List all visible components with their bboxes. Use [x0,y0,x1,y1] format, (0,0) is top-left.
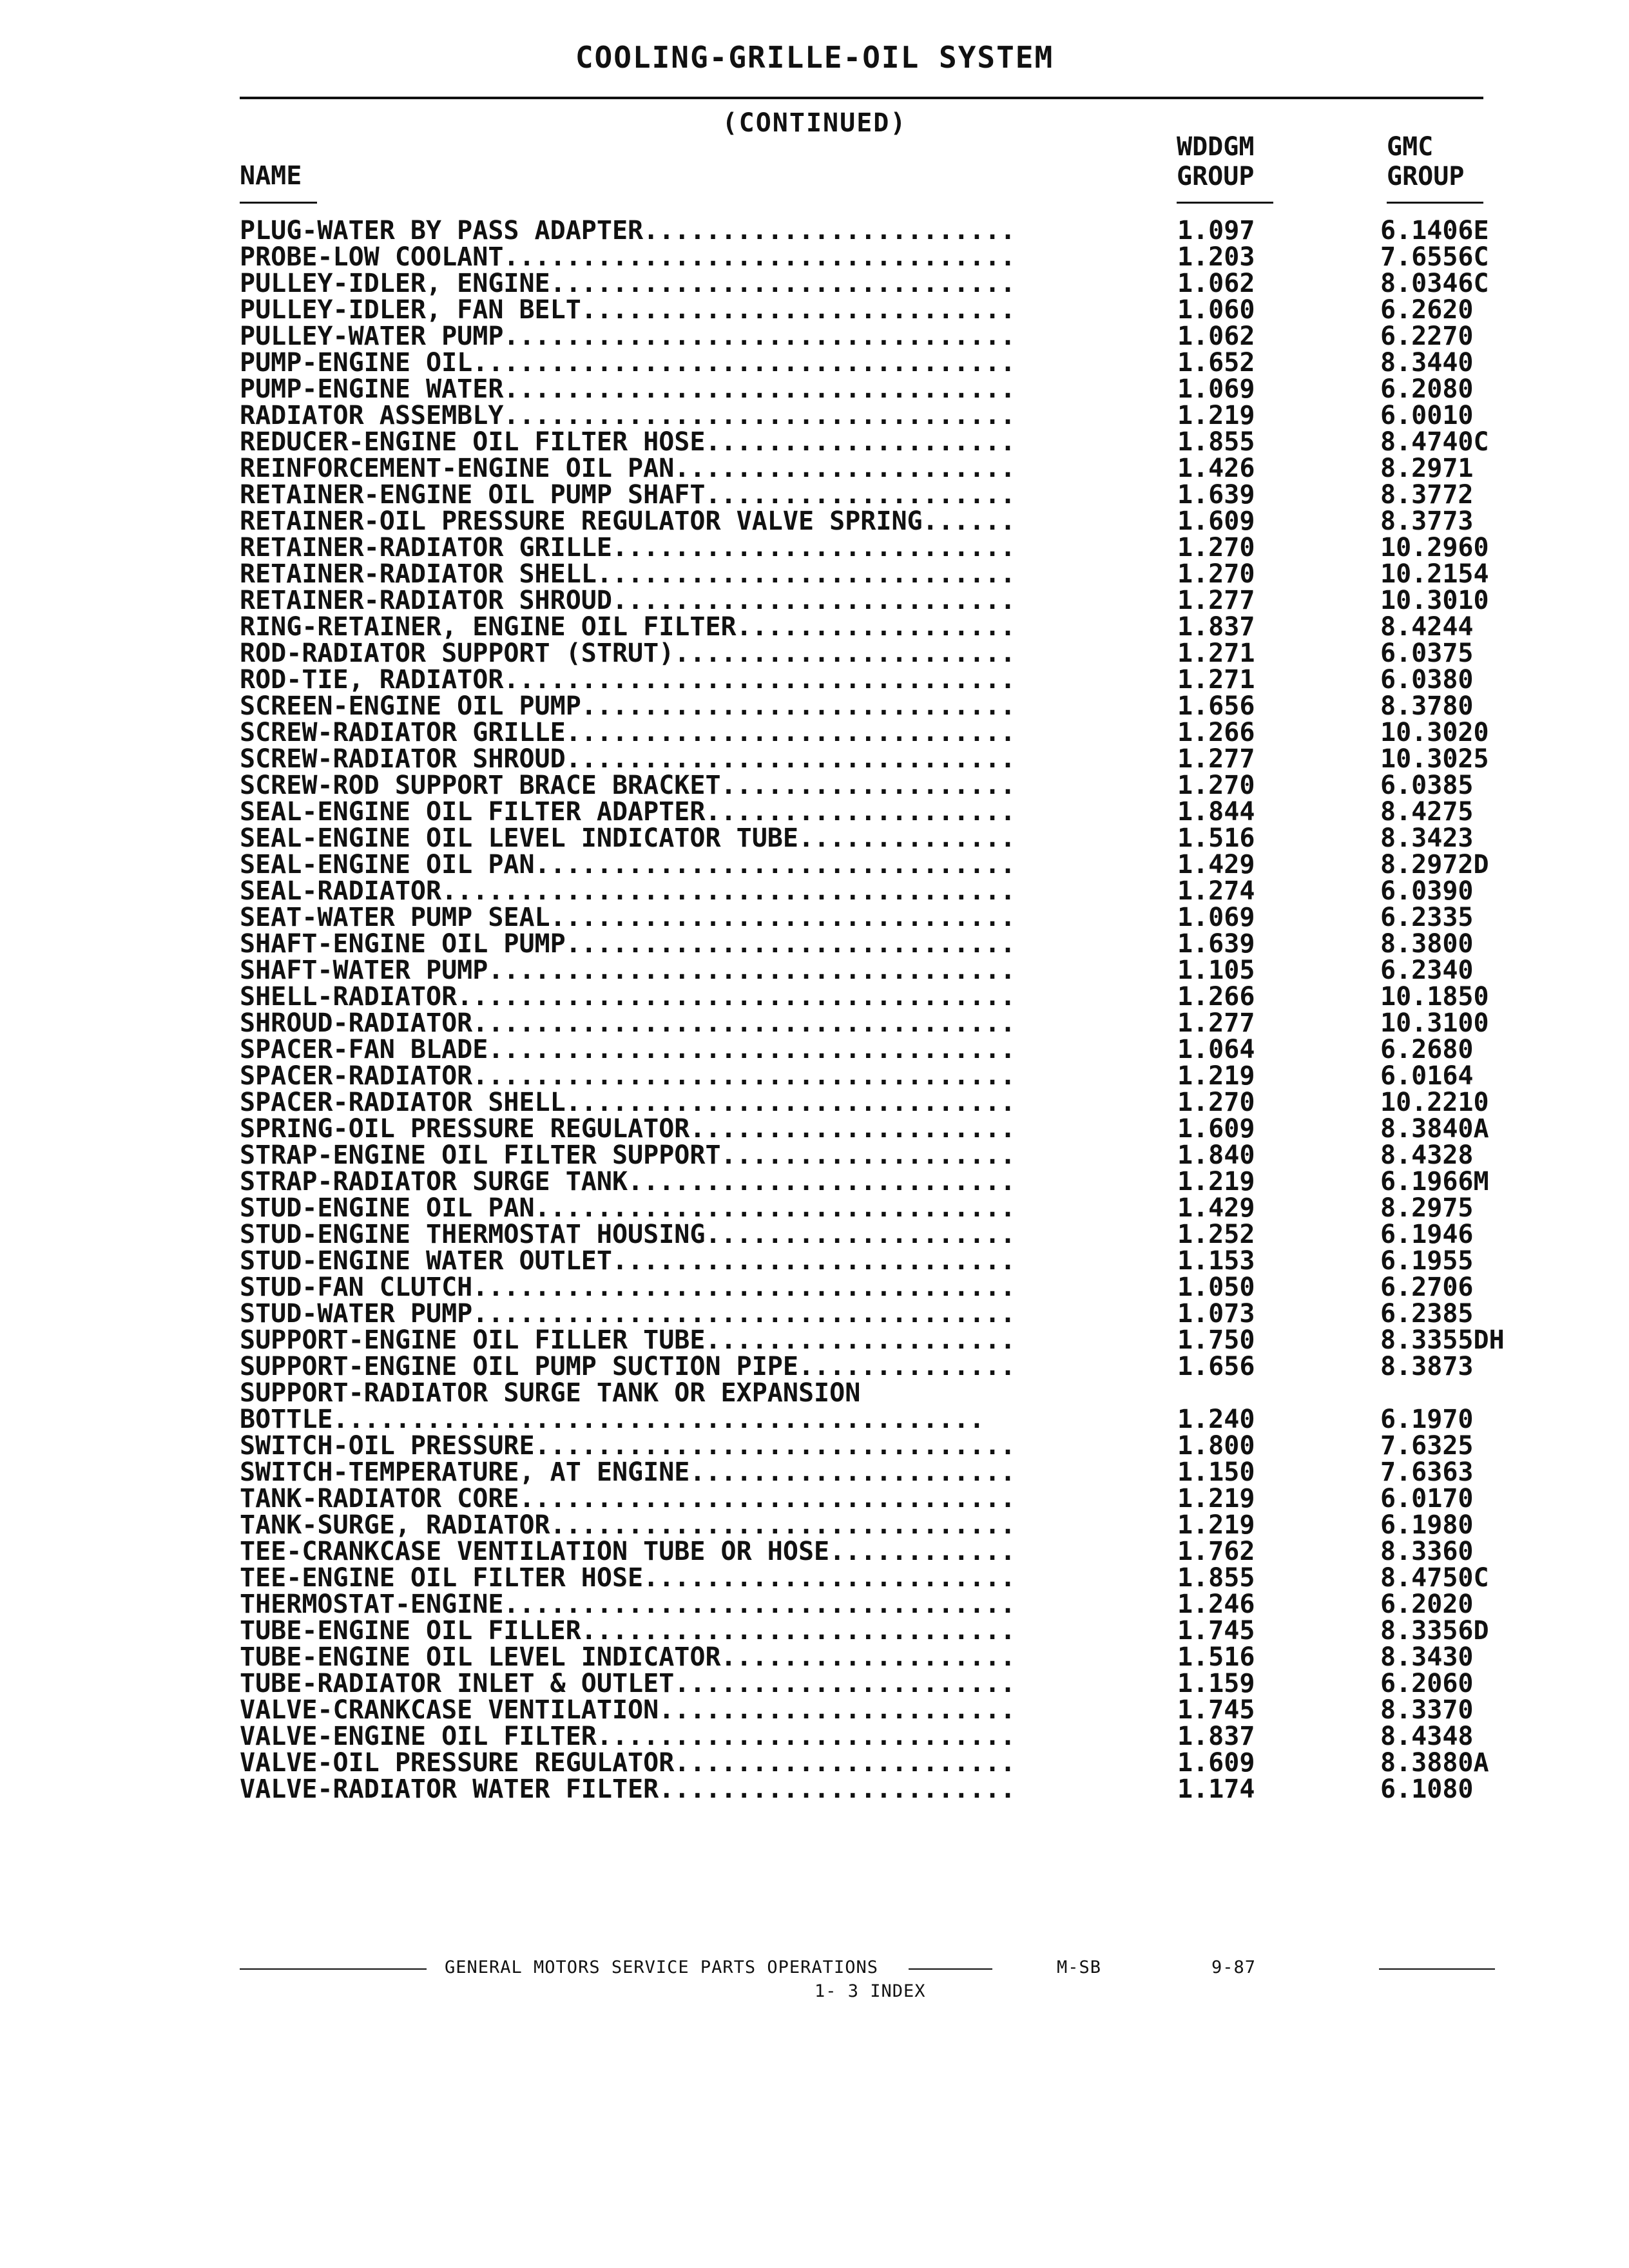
part-name: REDUCER-ENGINE OIL FILTER HOSE.................... [240,429,1016,456]
table-row [240,1776,1528,1803]
gmc-group: 8.3772 [1380,480,1474,510]
table-row [240,508,1528,535]
part-name: RETAINER-ENGINE OIL PUMP SHAFT.................... [240,482,1016,508]
gmc-group: 6.2020 [1380,1590,1474,1619]
wddgm-group: 1.240 [1177,1405,1255,1434]
table-row [240,1459,1528,1486]
wddgm-group: 1.837 [1177,1722,1255,1751]
table-row [240,456,1528,482]
gmc-group: 6.1406E [1380,216,1489,245]
parts-table [240,218,1528,1803]
table-row [240,1116,1528,1142]
gmc-group: 8.4740C [1380,427,1489,457]
gmc-group: 10.2154 [1380,559,1489,589]
column-header-wddgm: WDDGM GROUP [1177,132,1255,191]
gmc-group: 8.4328 [1380,1140,1474,1170]
wddgm-group: 1.516 [1177,1642,1255,1672]
gmc-group: 8.4750C [1380,1563,1489,1593]
table-row [240,1301,1528,1327]
part-name: ROD-TIE, RADIATOR................................. [240,667,1016,693]
wddgm-group: 1.219 [1177,1167,1255,1196]
table-row [240,667,1528,693]
wddgm-group: 1.762 [1177,1537,1255,1566]
part-name: SCREW-RADIATOR GRILLE............................. [240,720,1016,746]
wddgm-group: 1.855 [1177,1563,1255,1593]
gmc-group: 6.1946 [1380,1220,1474,1249]
wddgm-group: 1.429 [1177,1193,1255,1223]
part-name: SHELL-RADIATOR.................................... [240,984,1016,1010]
gmc-group: 6.0380 [1380,665,1474,695]
table-row [240,1671,1528,1697]
wddgm-group: 1.271 [1177,639,1255,668]
table-row [240,1750,1528,1776]
gmc-group: 6.2060 [1380,1669,1474,1698]
table-row [240,1037,1528,1063]
gmc-group: 8.3370 [1380,1695,1474,1725]
wddgm-group: 1.174 [1177,1774,1255,1804]
gmc-group: 6.2335 [1380,903,1474,932]
table-row [240,746,1528,773]
wddgm-group: 1.270 [1177,771,1255,800]
wddgm-group: 1.060 [1177,295,1255,325]
wddgm-group: 1.105 [1177,956,1255,985]
part-name: RADIATOR ASSEMBLY................................. [240,403,1016,429]
wddgm-group: 1.203 [1177,242,1255,272]
table-row [240,1142,1528,1169]
part-name: STRAP-ENGINE OIL FILTER SUPPORT................... [240,1142,1016,1169]
part-name: VALVE-RADIATOR WATER FILTER....................... [240,1776,1016,1803]
table-row [240,350,1528,376]
table-row [240,218,1528,244]
wddgm-group: 1.656 [1177,691,1255,721]
wddgm-group: 1.266 [1177,982,1255,1012]
part-name: SEAL-ENGINE OIL FILTER ADAPTER.................... [240,799,1016,825]
part-name: SWITCH-TEMPERATURE, AT ENGINE..................... [240,1459,1016,1486]
part-name: SPACER-FAN BLADE.................................. [240,1037,1016,1063]
table-row [240,878,1528,905]
wddgm-group: 1.429 [1177,850,1255,879]
table-row [240,1354,1528,1380]
table-row [240,984,1528,1010]
table-row [240,244,1528,271]
table-row [240,773,1528,799]
wddgm-group: 1.150 [1177,1457,1255,1487]
wddgm-group: 1.844 [1177,797,1255,827]
part-name: RETAINER-RADIATOR GRILLE.......................... [240,535,1016,561]
part-name: SWITCH-OIL PRESSURE............................... [240,1433,1016,1459]
wddgm-group: 1.840 [1177,1140,1255,1170]
part-name: TEE-CRANKCASE VENTILATION TUBE OR HOSE............ [240,1539,1016,1565]
table-row [240,1010,1528,1037]
table-row [240,905,1528,931]
table-row [240,1433,1528,1459]
gmc-group: 8.2971 [1380,454,1474,483]
gmc-group: 8.4244 [1380,612,1474,642]
wddgm-group: 1.062 [1177,269,1255,298]
table-row [240,720,1528,746]
wddgm-group: 1.855 [1177,427,1255,457]
footer-date: 9-87 [1211,1957,1257,1977]
part-name: VALVE-ENGINE OIL FILTER........................... [240,1724,1016,1750]
wddgm-group: 1.277 [1177,744,1255,774]
wddgm-group: 1.609 [1177,506,1255,536]
gmc-group: 10.3020 [1380,718,1489,747]
part-name: SCREEN-ENGINE OIL PUMP............................ [240,693,1016,720]
column-underline-wddgm [1177,202,1273,204]
gmc-group: 6.0390 [1380,876,1474,906]
table-row [240,403,1528,429]
wddgm-group: 1.639 [1177,929,1255,959]
gmc-group: 6.1970 [1380,1405,1474,1434]
table-row [240,1063,1528,1090]
table-row [240,1195,1528,1222]
gmc-group: 8.0346C [1380,269,1489,298]
wddgm-group: 1.426 [1177,454,1255,483]
part-name: SUPPORT-ENGINE OIL PUMP SUCTION PIPE.............. [240,1354,1016,1380]
table-row [240,561,1528,588]
part-name: STUD-ENGINE WATER OUTLET.......................... [240,1248,1016,1274]
part-name: STUD-ENGINE THERMOSTAT HOUSING.................... [240,1222,1016,1248]
gmc-group: 8.3423 [1380,823,1474,853]
column-header-name: NAME [240,161,302,191]
wddgm-group: 1.050 [1177,1273,1255,1302]
gmc-group: 6.0010 [1380,401,1474,430]
gmc-group: 8.3873 [1380,1352,1474,1381]
part-name: SHAFT-ENGINE OIL PUMP............................. [240,931,1016,957]
wddgm-group: 1.750 [1177,1325,1255,1355]
table-row [240,1486,1528,1512]
gmc-group: 7.6325 [1380,1431,1474,1461]
part-name: STUD-WATER PUMP................................... [240,1301,1016,1327]
gmc-group: 6.2270 [1380,322,1474,351]
gmc-group: 6.0375 [1380,639,1474,668]
part-name: ROD-RADIATOR SUPPORT (STRUT)...................... [240,640,1016,667]
part-name: SHROUD-RADIATOR................................... [240,1010,1016,1037]
table-row [240,297,1528,323]
wddgm-group: 1.064 [1177,1035,1255,1064]
wddgm-group: 1.516 [1177,823,1255,853]
part-name: RING-RETAINER, ENGINE OIL FILTER.................. [240,614,1016,640]
gmc-group: 7.6363 [1380,1457,1474,1487]
part-name: PUMP-ENGINE OIL................................... [240,350,1016,376]
footer-rule-right [1379,1968,1495,1970]
wddgm-group: 1.219 [1177,1510,1255,1540]
gmc-group: 8.3880A [1380,1748,1489,1778]
gmc-group: 8.2975 [1380,1193,1474,1223]
gmc-group: 6.2385 [1380,1299,1474,1329]
gmc-group: 6.1955 [1380,1246,1474,1276]
gmc-group: 8.3360 [1380,1537,1474,1566]
table-row [240,799,1528,825]
table-row [240,1169,1528,1195]
table-row [240,1512,1528,1539]
part-name: REINFORCEMENT-ENGINE OIL PAN...................... [240,456,1016,482]
gmc-group: 10.3010 [1380,586,1489,615]
table-row [240,1565,1528,1591]
part-name: SPACER-RADIATOR................................... [240,1063,1016,1090]
table-row [240,640,1528,667]
wddgm-group: 1.800 [1177,1431,1255,1461]
table-row [240,1222,1528,1248]
table-row [240,1591,1528,1618]
gmc-group: 6.1966M [1380,1167,1489,1196]
gmc-group: 8.3355DH [1380,1325,1505,1355]
table-row [240,588,1528,614]
continued-label: (CONTINUED) [722,108,907,138]
part-name: SPACER-RADIATOR SHELL............................. [240,1090,1016,1116]
footer-source: GENERAL MOTORS SERVICE PARTS OPERATIONS [445,1957,878,1977]
part-name: PULLEY-WATER PUMP................................. [240,323,1016,350]
part-name: TEE-ENGINE OIL FILTER HOSE........................ [240,1565,1016,1591]
wddgm-group: 1.219 [1177,401,1255,430]
table-row [240,1618,1528,1644]
wddgm-group: 1.745 [1177,1616,1255,1646]
part-name: RETAINER-OIL PRESSURE REGULATOR VALVE SPRING...... [240,508,1016,535]
wddgm-group: 1.069 [1177,374,1255,404]
table-row [240,429,1528,456]
part-name: SEAL-ENGINE OIL LEVEL INDICATOR TUBE.............. [240,825,1016,852]
table-row [240,535,1528,561]
footer-index: 1- 3 INDEX [815,1981,926,2001]
wddgm-group: 1.277 [1177,586,1255,615]
table-row [240,1644,1528,1671]
wddgm-group: 1.609 [1177,1748,1255,1778]
wddgm-group: 1.073 [1177,1299,1255,1329]
table-row [240,1407,1528,1433]
table-row [240,1090,1528,1116]
part-name: TANK-SURGE, RADIATOR.............................. [240,1512,1016,1539]
wddgm-group: 1.270 [1177,1088,1255,1117]
wddgm-group: 1.062 [1177,322,1255,351]
table-row [240,1724,1528,1750]
table-row [240,323,1528,350]
wddgm-group: 1.270 [1177,559,1255,589]
gmc-group: 10.3100 [1380,1008,1489,1038]
table-row [240,852,1528,878]
header-rule [240,97,1483,99]
gmc-group: 10.3025 [1380,744,1489,774]
part-name: THERMOSTAT-ENGINE................................. [240,1591,1016,1618]
gmc-group: 8.3800 [1380,929,1474,959]
gmc-group: 8.4275 [1380,797,1474,827]
wddgm-group: 1.252 [1177,1220,1255,1249]
gmc-group: 6.0385 [1380,771,1474,800]
gmc-group: 6.2620 [1380,295,1474,325]
gmc-group: 6.0170 [1380,1484,1474,1514]
column-underline-name [240,202,317,204]
gmc-group: 8.4348 [1380,1722,1474,1751]
wddgm-group: 1.656 [1177,1352,1255,1381]
gmc-group: 8.3780 [1380,691,1474,721]
gmc-group: 8.3430 [1380,1642,1474,1672]
part-name: SCREW-ROD SUPPORT BRACE BRACKET................... [240,773,1016,799]
table-row [240,1274,1528,1301]
part-name: VALVE-OIL PRESSURE REGULATOR...................... [240,1750,1016,1776]
part-name: SPRING-OIL PRESSURE REGULATOR..................... [240,1116,1016,1142]
gmc-group: 6.2706 [1380,1273,1474,1302]
part-name: BOTTLE.......................................... [240,1407,985,1433]
wddgm-group: 1.246 [1177,1590,1255,1619]
wddgm-group: 1.159 [1177,1669,1255,1698]
table-row [240,693,1528,720]
wddgm-group: 1.219 [1177,1061,1255,1091]
table-row [240,1380,1528,1407]
wddgm-group: 1.639 [1177,480,1255,510]
part-name: SUPPORT-RADIATOR SURGE TANK OR EXPANSION [240,1380,861,1407]
gmc-group: 8.2972D [1380,850,1489,879]
gmc-group: 10.2960 [1380,533,1489,562]
part-name: TUBE-ENGINE OIL LEVEL INDICATOR................... [240,1644,1016,1671]
part-name: SEAL-RADIATOR..................................... [240,878,1016,905]
part-name: PUMP-ENGINE WATER................................. [240,376,1016,403]
gmc-group: 8.3773 [1380,506,1474,536]
table-row [240,957,1528,984]
table-row [240,376,1528,403]
gmc-group: 6.2340 [1380,956,1474,985]
part-name: PLUG-WATER BY PASS ADAPTER........................ [240,218,1016,244]
part-name: STRAP-RADIATOR SURGE TANK......................... [240,1169,1016,1195]
wddgm-group: 1.609 [1177,1114,1255,1144]
part-name: RETAINER-RADIATOR SHROUD.......................... [240,588,1016,614]
wddgm-group: 1.266 [1177,718,1255,747]
part-name: PULLEY-IDLER, FAN BELT............................ [240,297,1016,323]
part-name: SEAL-ENGINE OIL PAN............................... [240,852,1016,878]
part-name: SUPPORT-ENGINE OIL FILLER TUBE.................... [240,1327,1016,1354]
table-row [240,271,1528,297]
gmc-group: 6.1980 [1380,1510,1474,1540]
gmc-group: 6.2080 [1380,374,1474,404]
wddgm-group: 1.277 [1177,1008,1255,1038]
wddgm-group: 1.271 [1177,665,1255,695]
table-row [240,482,1528,508]
wddgm-group: 1.274 [1177,876,1255,906]
gmc-group: 10.2210 [1380,1088,1489,1117]
part-name: STUD-FAN CLUTCH................................... [240,1274,1016,1301]
gmc-group: 6.1080 [1380,1774,1474,1804]
table-row [240,1539,1528,1565]
footer-rule-left [240,1968,427,1970]
wddgm-group: 1.069 [1177,903,1255,932]
wddgm-group: 1.153 [1177,1246,1255,1276]
wddgm-group: 1.270 [1177,533,1255,562]
wddgm-group: 1.219 [1177,1484,1255,1514]
gmc-group: 6.0164 [1380,1061,1474,1091]
table-row [240,931,1528,957]
gmc-group: 6.2680 [1380,1035,1474,1064]
part-name: VALVE-CRANKCASE VENTILATION....................... [240,1697,1016,1724]
part-name: STUD-ENGINE OIL PAN............................... [240,1195,1016,1222]
page-title: COOLING-GRILLE-OIL SYSTEM [575,40,1054,75]
column-underline-gmc [1387,202,1483,204]
table-row [240,614,1528,640]
gmc-group: 8.3356D [1380,1616,1489,1646]
part-name: PULLEY-IDLER, ENGINE.............................. [240,271,1016,297]
part-name: SCREW-RADIATOR SHROUD............................. [240,746,1016,773]
part-name: SHAFT-WATER PUMP.................................. [240,957,1016,984]
gmc-group: 8.3840A [1380,1114,1489,1144]
gmc-group: 8.3440 [1380,348,1474,378]
footer-rule-mid [909,1968,992,1970]
gmc-group: 10.1850 [1380,982,1489,1012]
wddgm-group: 1.097 [1177,216,1255,245]
table-row [240,1248,1528,1274]
gmc-group: 7.6556C [1380,242,1489,272]
wddgm-group: 1.652 [1177,348,1255,378]
part-name: PROBE-LOW COOLANT................................. [240,244,1016,271]
table-row [240,825,1528,852]
part-name: TANK-RADIATOR CORE................................ [240,1486,1016,1512]
table-row [240,1697,1528,1724]
part-name: SEAT-WATER PUMP SEAL.............................. [240,905,1016,931]
table-row [240,1327,1528,1354]
part-name: TUBE-RADIATOR INLET & OUTLET...................... [240,1671,1016,1697]
part-name: RETAINER-RADIATOR SHELL........................... [240,561,1016,588]
column-header-gmc: GMC GROUP [1387,132,1465,191]
footer-code: M-SB [1057,1957,1102,1977]
part-name: TUBE-ENGINE OIL FILLER............................ [240,1618,1016,1644]
wddgm-group: 1.837 [1177,612,1255,642]
wddgm-group: 1.745 [1177,1695,1255,1725]
